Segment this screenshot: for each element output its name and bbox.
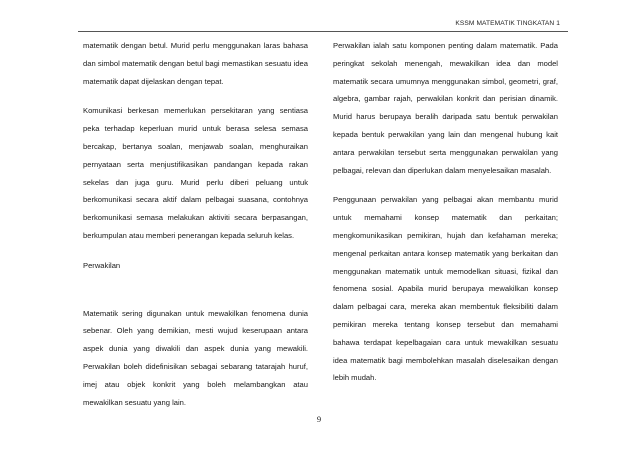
page-number: 9 bbox=[316, 414, 322, 424]
running-header: KSSM MATEMATIK TINGKATAN 1 bbox=[455, 20, 560, 27]
header-rule bbox=[78, 31, 568, 32]
paragraph: Penggunaan perwakilan yang pelbagai akan membantu murid untuk memahami konsep matematik dan perkaitan; mengkomunikasikan pemikiran, hujah dan kefahaman mereka; mengenal perkaitan antara konsep matematik yang berkaitan dan menggunakan matematik untuk memodelkan situasi, fizikal dan fenomena sosial. Apabila murid berupaya mewakilkan konsep dalam pelbagai cara, mereka akan membentuk fleksibiliti dalam pemikiran mereka tentang konsep tersebut dan memahami bahawa terdapat kepelbagaian cara untuk mewakilkan sesuatu idea matematik bagi membolehkan masalah diselesaikan dengan lebih mudah. bbox=[333, 195, 558, 383]
paragraph: Perwakilan ialah satu komponen penting dalam matematik. Pada peringkat sekolah menengah, mewakilkan idea dan model matematik secara umumnya menggunakan simbol, geometri, graf, algebra, gambar rajah, perwakilan konkrit dan perisian dinamik. Murid harus berupaya beralih daripada satu bentuk perwakilan kepada bentuk perwakilan yang lain dan mengenal hubung kait antara perwakilan tersebut serta menggunakan perwakilan yang pelbagai, relevan dan diperlukan dalam menyelesaikan masalah. bbox=[333, 41, 558, 175]
right-column bbox=[333, 37, 558, 399]
left-column bbox=[83, 37, 308, 423]
paragraph: matematik dengan betul. Murid perlu menggunakan laras bahasa dan simbol matematik dengan betul bagi memastikan sesuatu idea matematik dapat dijelaskan dengan tepat. bbox=[83, 41, 308, 86]
section-heading: Perwakilan bbox=[83, 260, 121, 270]
paragraph: Komunikasi berkesan memerlukan persekitaran yang sentiasa peka terhadap keperluan murid untuk berasa selesa semasa bercakap, bertanya soalan, menjawab soalan, menghuraikan pernyataan serta menjustifikasikan pandangan kepada rakan sekelas dan juga guru. Murid perlu diberi peluang untuk berkomunikasi secara aktif dalam pelbagai suasana, contohnya berkomunikasi semasa melakukan aktiviti secara berpasangan, berkumpulan atau memberi penerangan kepada seluruh kelas. bbox=[83, 106, 308, 240]
paragraph: Matematik sering digunakan untuk mewakilkan fenomena dunia sebenar. Oleh yang demikian, mesti wujud keserupaan antara aspek dunia yang diwakili dan aspek dunia yang mewakili. Perwakilan boleh didefinisikan sebagai sebarang tatarajah huruf, imej atau objek konkrit yang boleh melambangkan atau mewakilkan sesuatu yang lain. bbox=[83, 308, 308, 407]
